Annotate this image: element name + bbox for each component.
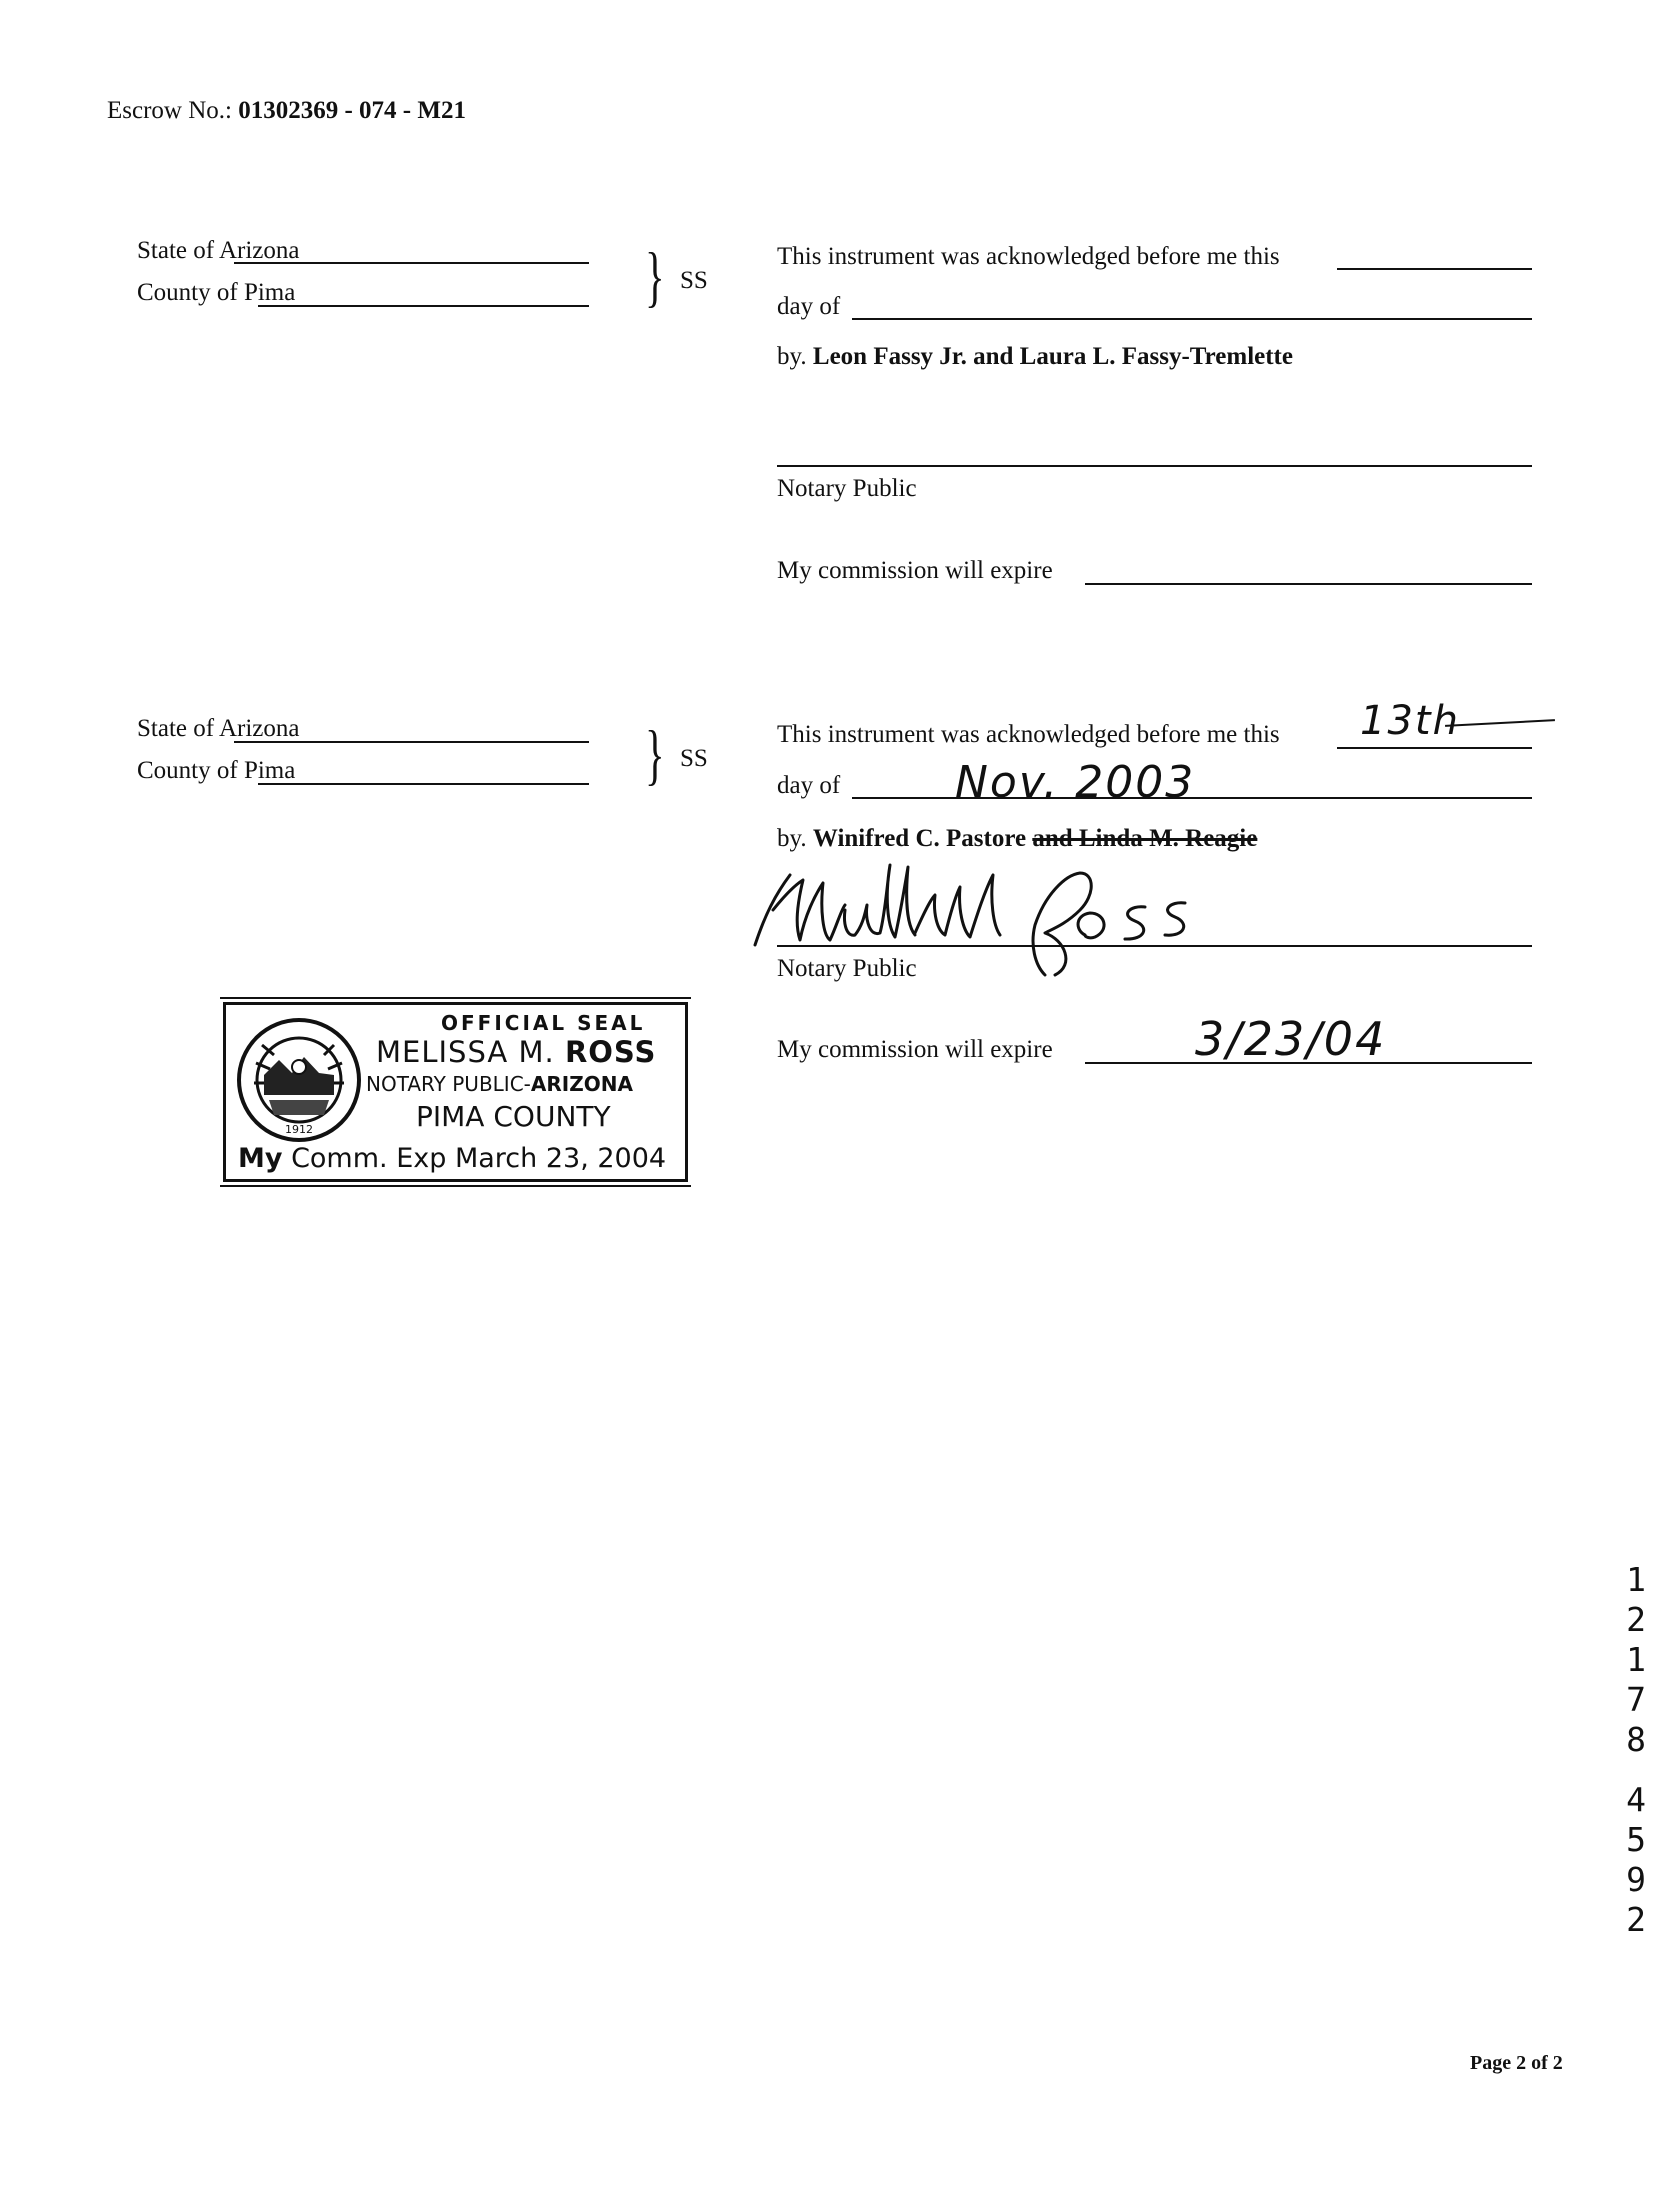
ack-day-line-1 [1337,268,1532,270]
day-of-1: day of [777,293,841,320]
seal-notary-public [366,1072,633,1096]
notary-signature-line-2 [777,945,1532,947]
ss-label-1: SS [680,267,708,294]
county-underline-2 [258,783,589,785]
brace-icon: } [645,238,665,314]
side-digit: 5 [1626,1820,1646,1859]
brace-icon: } [645,716,665,792]
seal-title: OFFICIAL SEAL [441,1011,646,1035]
escrow-label: Escrow No.: [107,97,232,124]
county-line-2 [137,757,295,785]
county-value: Pima [243,757,296,784]
county-label: County of [137,757,238,784]
notary-label-2: Notary Public [777,955,917,982]
side-digit: 8 [1626,1720,1646,1759]
state-underline-1 [234,262,589,264]
state-line-1 [137,237,299,265]
handwritten-month: Nov. 2003 [955,757,1196,808]
by-label: by. [777,343,807,370]
by-names: Leon Fassy Jr. and Laura L. Fassy-Tremlette [812,343,1293,370]
day-of-2: day of [777,772,841,799]
handwritten-commission-date: 3/23/04 [1195,1012,1387,1066]
side-digit: 2 [1626,1600,1646,1639]
page-number: Page 2 of 2 [1470,2052,1563,2074]
state-underline-2 [234,741,589,743]
notary-signature-line-1 [777,465,1532,467]
side-digit: 1 [1626,1640,1646,1679]
ack-text-1: This instrument was acknowledged before me this [777,243,1280,270]
county-label: County of [137,279,238,306]
ss-label-2: SS [680,745,708,772]
side-digit: 4 [1626,1780,1646,1819]
side-digit: 7 [1626,1680,1646,1719]
seal-name-first: MELISSA M. [376,1035,555,1069]
state-label: State of [137,237,215,264]
handwritten-day: 13th [1360,698,1460,744]
ack-day-line-2 [1337,747,1532,749]
state-label: State of [137,715,215,742]
seal-state-text: ARIZONA [530,1072,633,1096]
escrow-number: 01302369 - 074 - M21 [238,97,466,124]
commission-label-2: My commission will expire [777,1036,1053,1063]
side-digit: 2 [1626,1900,1646,1939]
by-line-2 [777,825,1257,853]
side-digit: 9 [1626,1860,1646,1899]
struck-names: and Linda M. Reagie [1032,825,1258,852]
ack-text-2: This instrument was acknowledged before me this [777,721,1280,748]
commission-line-1 [1085,583,1532,585]
commission-label-1: My commission will expire [777,557,1053,584]
seal-name-last: ROSS [564,1035,657,1069]
by-line-1 [777,343,1293,371]
seal-county: PIMA COUNTY [416,1100,611,1133]
seal-notary-name [376,1035,656,1069]
state-value: Arizona [218,237,300,264]
escrow-header [107,97,466,125]
by-label: by. [777,825,807,852]
day-of-line-1 [852,318,1532,320]
arizona-state-seal-icon [234,1015,364,1145]
side-gap [1621,1760,1651,1780]
seal-year: 1912 [285,1123,313,1136]
county-value: Pima [243,279,296,306]
handwritten-day-stroke [1445,719,1555,727]
document-recording-number [1621,1560,1651,1940]
notary-seal-stamp [223,1002,688,1182]
seal-comm-exp: Comm. Exp March 23, 2004 [291,1143,667,1174]
state-value: Arizona [218,715,300,742]
seal-my: My [238,1143,283,1174]
notary-label-1: Notary Public [777,475,917,502]
county-line-1 [137,279,295,307]
side-digit: 1 [1626,1560,1646,1599]
state-line-2 [137,715,299,743]
seal-expiration [238,1143,666,1174]
county-underline-1 [258,305,589,307]
by-name: Winifred C. Pastore [812,825,1027,852]
seal-notary-public-text: NOTARY PUBLIC- [366,1072,531,1096]
